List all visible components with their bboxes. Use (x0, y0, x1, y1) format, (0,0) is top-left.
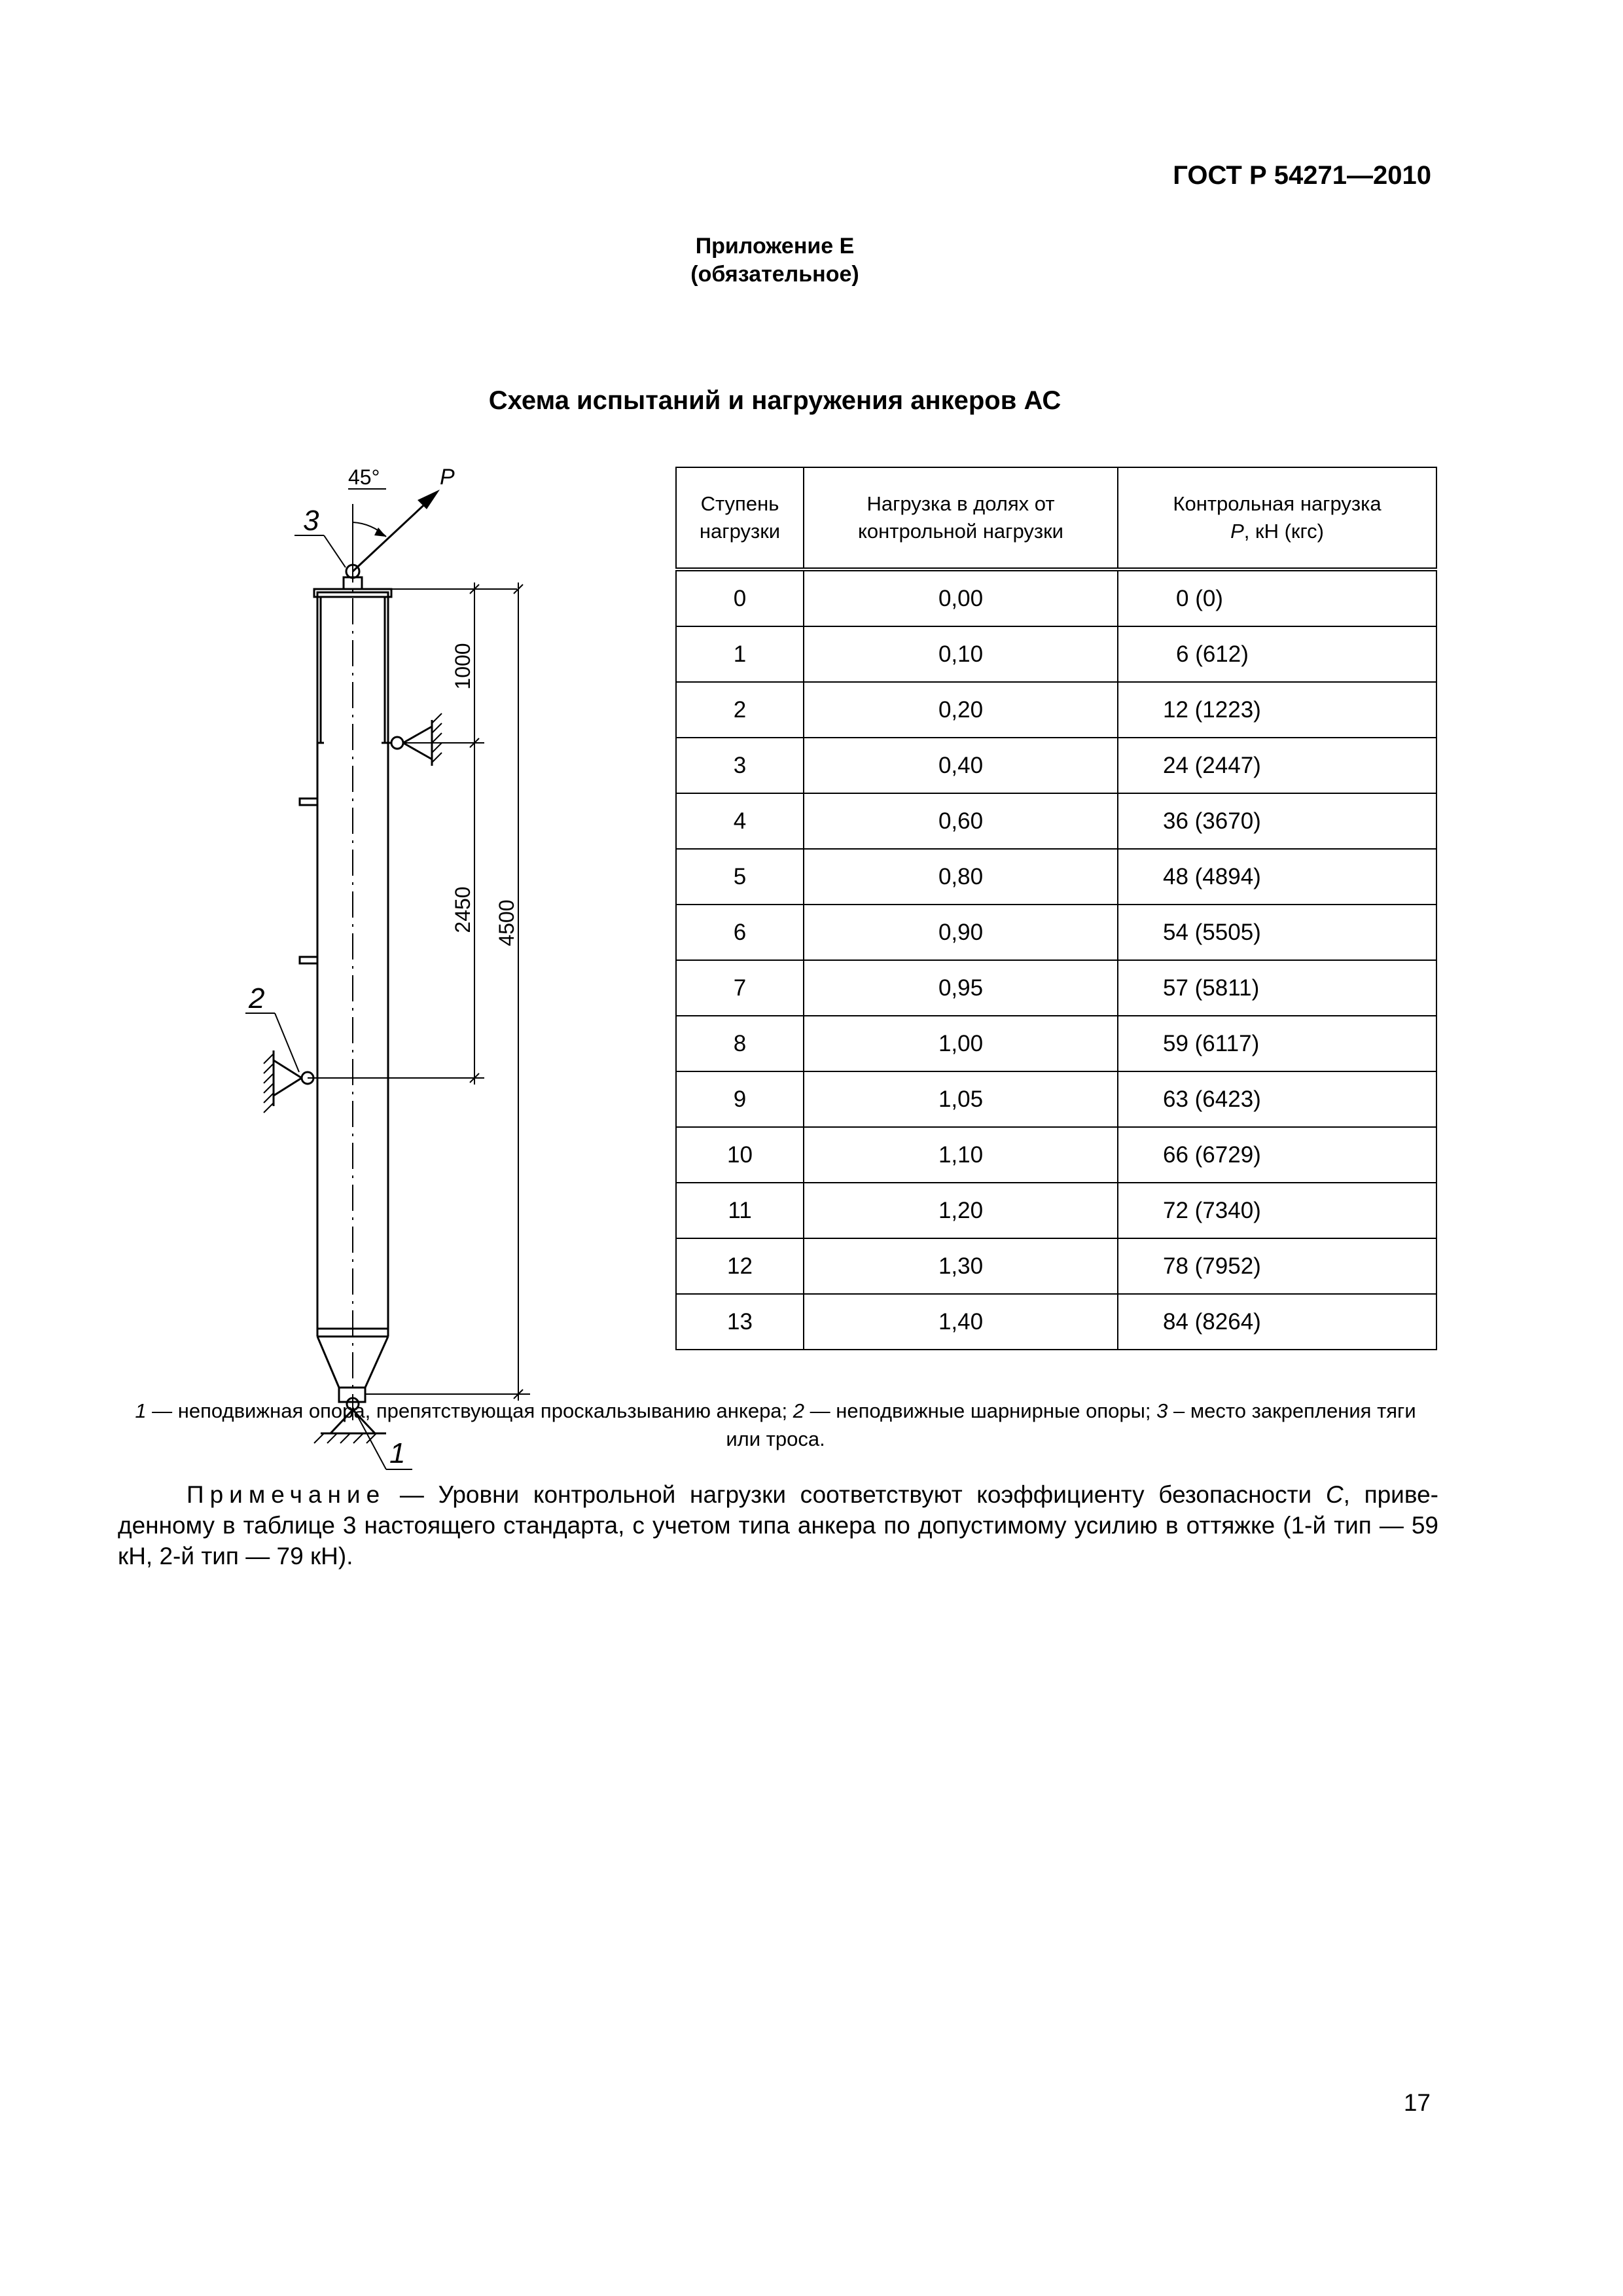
table-row (676, 738, 1436, 793)
table-row (676, 849, 1436, 905)
fraction-cell: 0,00 (804, 569, 1118, 626)
stage-cell: 12 (676, 1238, 804, 1294)
stage-cell: 1 (676, 626, 804, 682)
header-control-load: Контрольная нагрузка P, кН (кгс) (1118, 467, 1436, 569)
table-row (676, 1071, 1436, 1127)
fraction-cell: 0,95 (804, 960, 1118, 1016)
page-number: 17 (1403, 2089, 1431, 2116)
control-load-cell: 36 (3670) (1118, 793, 1436, 849)
table-row (676, 960, 1436, 1016)
scheme-title: Схема испытаний и нагружения анкеров АС (488, 386, 1061, 415)
table-row (676, 569, 1436, 626)
table-row (676, 793, 1436, 849)
table-row (676, 905, 1436, 960)
control-load-cell: 78 (7952) (1118, 1238, 1436, 1294)
fraction-cell: 1,05 (804, 1071, 1118, 1127)
table-row (676, 1127, 1436, 1183)
fraction-cell: 0,90 (804, 905, 1118, 960)
stage-cell: 5 (676, 849, 804, 905)
callout-3: 3 (303, 505, 319, 537)
annex-status: (обязательное) (690, 262, 859, 287)
fraction-cell: 0,40 (804, 738, 1118, 793)
table-row (676, 626, 1436, 682)
stage-cell: 4 (676, 793, 804, 849)
dimension-2450: 2450 (451, 886, 474, 933)
force-arrow-head (418, 490, 440, 509)
control-load-cell: 24 (2447) (1118, 738, 1436, 793)
control-load-cell: 54 (5505) (1118, 905, 1436, 960)
document-code: ГОСТ Р 54271—2010 (1173, 161, 1431, 190)
control-load-cell: 84 (8264) (1118, 1294, 1436, 1350)
stage-cell: 0 (676, 569, 804, 626)
control-load-cell: 66 (6729) (1118, 1127, 1436, 1183)
stage-cell: 6 (676, 905, 804, 960)
table-row (676, 682, 1436, 738)
force-label: P (440, 465, 455, 490)
loading-stages-table (675, 467, 1437, 1350)
fraction-cell: 1,20 (804, 1183, 1118, 1238)
stage-cell: 3 (676, 738, 804, 793)
stage-cell: 7 (676, 960, 804, 1016)
stage-cell: 11 (676, 1183, 804, 1238)
callout-1: 1 (389, 1437, 406, 1469)
control-load-cell: 59 (6117) (1118, 1016, 1436, 1071)
table-row (676, 1016, 1436, 1071)
stage-cell: 13 (676, 1294, 804, 1350)
stage-cell: 2 (676, 682, 804, 738)
callout-2: 2 (249, 982, 265, 1014)
note-paragraph: Примечание — Уровни контрольной нагрузки соответствуют коэффициенту безопасности С, приведенному в таблице 3 настоящего стандарта, с учетом типа анкера по допустимому усилию в оттяжке (1-й тип — 59 кН, 2-й тип — 79 кН). (118, 1481, 1438, 1570)
control-load-cell: 0 (0) (1118, 569, 1436, 626)
stage-cell: 10 (676, 1127, 804, 1183)
control-load-cell: 12 (1223) (1118, 682, 1436, 738)
fraction-cell: 0,60 (804, 793, 1118, 849)
dimension-4500: 4500 (495, 899, 518, 946)
drawing-legend: 1 — неподвижная опора, препятствующая проскальзыванию анкера; 2 — неподвижные шарнирные опоры; 3 – место закрепления тяги или троса. (135, 1399, 1416, 1450)
table-row (676, 1238, 1436, 1294)
table-row (676, 1294, 1436, 1350)
annex-title: Приложение Е (695, 234, 855, 259)
fraction-cell: 1,40 (804, 1294, 1118, 1350)
header-fraction: Нагрузка в долях от контрольной нагрузки (804, 467, 1118, 569)
control-load-cell: 48 (4894) (1118, 849, 1436, 905)
table-row (676, 1183, 1436, 1238)
fraction-cell: 0,20 (804, 682, 1118, 738)
stage-cell: 8 (676, 1016, 804, 1071)
fraction-cell: 1,30 (804, 1238, 1118, 1294)
control-load-cell: 72 (7340) (1118, 1183, 1436, 1238)
fraction-cell: 1,00 (804, 1016, 1118, 1071)
fraction-cell: 1,10 (804, 1127, 1118, 1183)
stage-cell: 9 (676, 1071, 804, 1127)
fraction-cell: 0,80 (804, 849, 1118, 905)
anchor-test-drawing (196, 445, 563, 1469)
control-load-cell: 57 (5811) (1118, 960, 1436, 1016)
table-header-row (676, 467, 1436, 569)
dimension-1000: 1000 (451, 643, 474, 690)
control-load-cell: 6 (612) (1118, 626, 1436, 682)
angle-label: 45° (348, 465, 380, 489)
fraction-cell: 0,10 (804, 626, 1118, 682)
header-stage: Ступень нагрузки (676, 467, 804, 569)
note-label: Примечание (187, 1481, 386, 1508)
control-load-cell: 63 (6423) (1118, 1071, 1436, 1127)
